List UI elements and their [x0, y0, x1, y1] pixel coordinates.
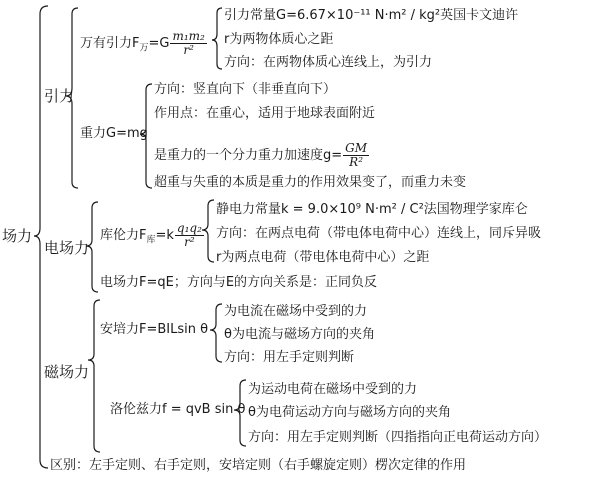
ampere-brace: [210, 304, 222, 362]
electric-field-force: 电场力F=qE；方向与E的方向关系是：正同负反: [100, 275, 378, 290]
gravity-label: 引力: [44, 87, 75, 105]
weight-item: 超重与失重的本质是重力的作用效果变了，而重力未变: [154, 175, 467, 190]
universal-brace: [212, 8, 222, 69]
universal-item: 引力常量G=6.67×10⁻¹¹ N·m² / kg²英国卡文迪许: [224, 8, 519, 23]
magnetic-brace: [88, 300, 100, 452]
universal-item: 方向：在两物体质心连线上，为引力: [224, 55, 433, 70]
coulomb-item: 静电力常量k = 9.0×10⁹ N·m² / C²法国物理学家库仑: [216, 202, 528, 217]
magnetic-label: 磁场力: [44, 363, 90, 381]
coulomb-item: 方向：在两点电荷（带电体电荷中心）连线上，同斥异吸: [216, 226, 542, 241]
lorentz-item: θ为电荷运动方向与磁场方向的夹角: [248, 405, 451, 420]
universal-fraction: $\frac{\text{m₁m₂}}{\text{r²}}$: [172, 29, 205, 57]
root-brace: [34, 6, 48, 468]
ampere-label: 安培力F=BILsin θ: [100, 322, 209, 337]
distinction-note: 区别：左手定则、右手定则，安培定则（右手螺旋定则）楞次定律的作用: [50, 458, 467, 473]
ampere-item: 为电流在磁场中受到的力: [224, 304, 368, 319]
electric-label: 电场力: [44, 239, 90, 257]
root-label: 场力: [2, 227, 33, 245]
universal-gravitation-label: 万有引力$F_万=G$ $\frac{\text{m₁m₂}}{\text{r²}}$: [80, 29, 205, 57]
weight-label: 重力G=mg: [80, 126, 148, 141]
lorentz-label: 洛伦兹力f = qvB sin θ: [110, 402, 246, 417]
coulomb-fraction: $\frac{\text{q₁q₂}}{\text{r²}}$: [176, 221, 202, 249]
ampere-item: θ为电流与磁场方向的夹角: [224, 327, 375, 342]
weight-item-g: 是重力的一个分力重力加速度g= $\frac{GM}{\text{R²}}$: [154, 141, 368, 169]
coulomb-item: r为两点电荷（带电体电荷中心）之距: [216, 250, 430, 265]
universal-item: r为两物体质心之距: [224, 32, 334, 47]
coulomb-label: 库伦力$F_库=k$ $\frac{\text{q₁q₂}}{\text{r²}}$: [100, 221, 202, 249]
weight-item: 方向：竖直向下（非垂直向下）: [154, 82, 337, 97]
ampere-item: 方向：用左手定则判断: [224, 350, 355, 365]
lorentz-item: 方向：用左手定则判断（四指指向正电荷运动方向）: [248, 430, 548, 445]
lorentz-item: 为运动电荷在磁场中受到的力: [248, 382, 418, 397]
g-fraction: $\frac{GM}{\text{R²}}$: [345, 141, 368, 169]
weight-item: 作用点：在重心，适用于地球表面附近: [154, 106, 376, 121]
